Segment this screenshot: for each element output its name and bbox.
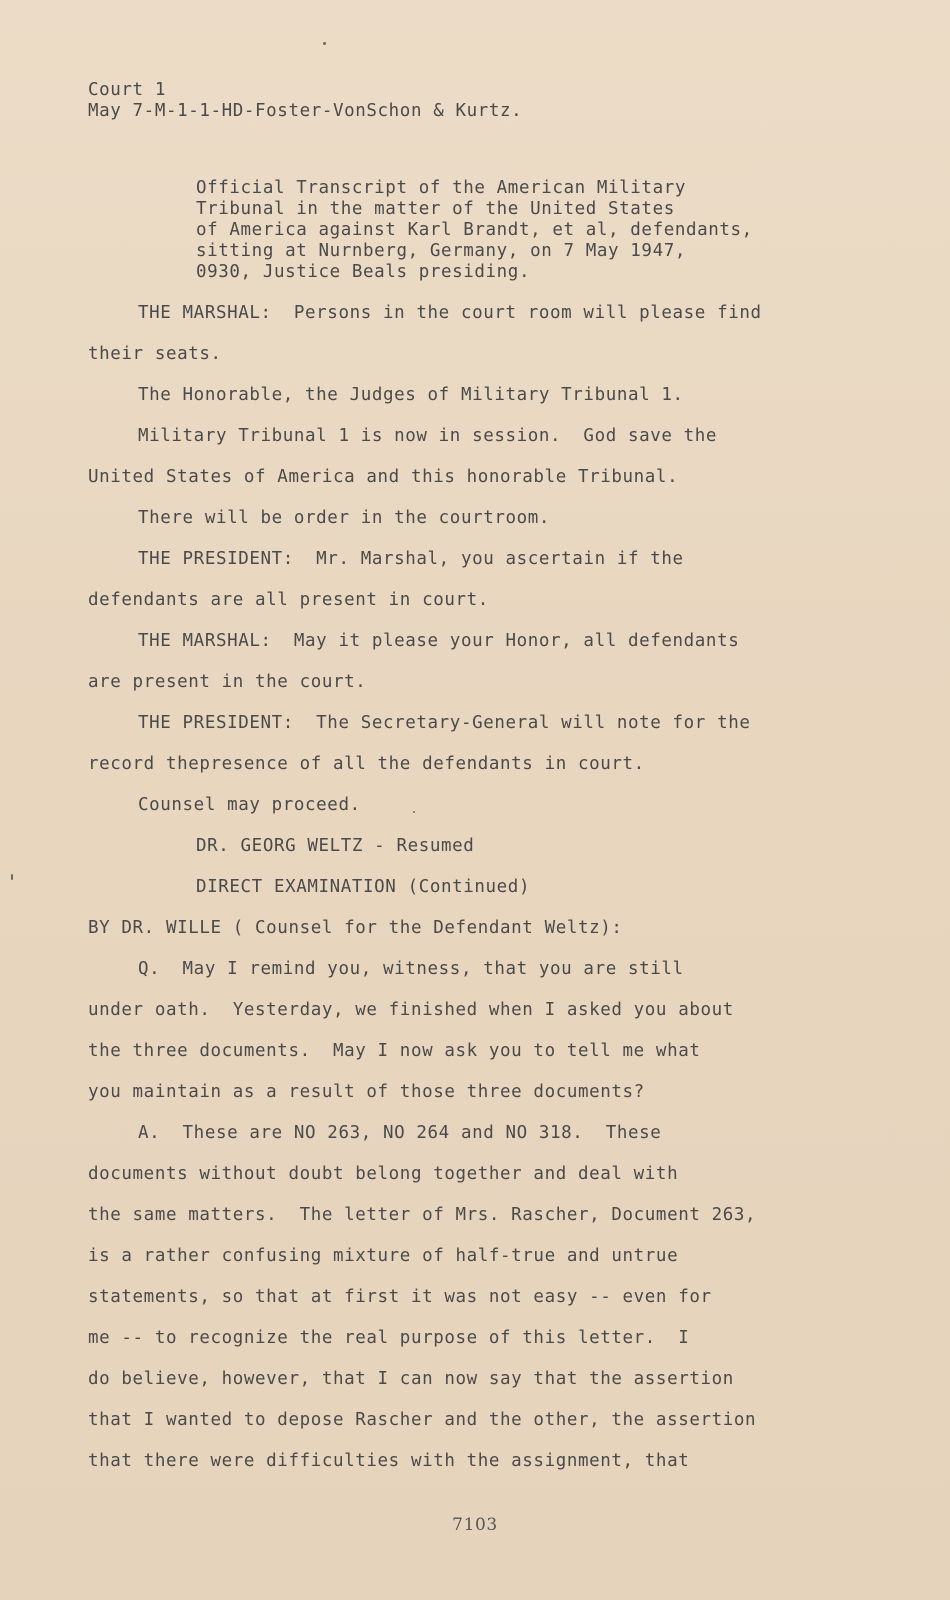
body-line: defendants are all present in court. — [88, 590, 489, 610]
caption-line: of America against Karl Brandt, et al, defendants, — [196, 220, 753, 240]
body-line: DR. GEORG WELTZ - Resumed — [196, 836, 475, 856]
body-line: are present in the court. — [88, 672, 367, 692]
body-line: THE MARSHAL: Persons in the court room will please find — [138, 303, 762, 323]
body-line: do believe, however, that I can now say that the assertion — [88, 1369, 734, 1389]
body-line: THE PRESIDENT: The Secretary-General will note for the — [138, 713, 751, 733]
court-label: Court 1 — [88, 80, 166, 100]
body-line: you maintain as a result of those three documents? — [88, 1082, 645, 1102]
body-line: me -- to recognize the real purpose of this letter. I — [88, 1328, 690, 1348]
body-line: is a rather confusing mixture of half-true and untrue — [88, 1246, 679, 1266]
reference-line: May 7-M-1-1-HD-Foster-VonSchon & Kurtz. — [88, 101, 523, 121]
body-line: THE MARSHAL: May it please your Honor, all defendants — [138, 631, 740, 651]
caption-line: 0930, Justice Beals presiding. — [196, 262, 531, 282]
page-number: 7103 — [452, 1515, 498, 1535]
body-line: DIRECT EXAMINATION (Continued) — [196, 877, 531, 897]
body-line: the three documents. May I now ask you to tell me what — [88, 1041, 701, 1061]
body-line: their seats. — [88, 344, 222, 364]
body-line: that there were difficulties with the assignment, that — [88, 1451, 690, 1471]
body-line: that I wanted to depose Rascher and the other, the assertion — [88, 1410, 757, 1430]
caption-line: Tribunal in the matter of the United States — [196, 199, 675, 219]
ink-speck — [323, 42, 326, 45]
body-line: Counsel may proceed. — [138, 795, 361, 815]
body-line: A. These are NO 263, NO 264 and NO 318. These — [138, 1123, 662, 1143]
body-line: documents without doubt belong together and deal with — [88, 1164, 679, 1184]
body-line: THE PRESIDENT: Mr. Marshal, you ascertain if the — [138, 549, 684, 569]
ink-speck — [11, 874, 13, 880]
body-line: statements, so that at first it was not easy -- even for — [88, 1287, 712, 1307]
body-line: United States of America and this honorable Tribunal. — [88, 467, 679, 487]
body-line: The Honorable, the Judges of Military Tribunal 1. — [138, 385, 684, 405]
caption-line: sitting at Nurnberg, Germany, on 7 May 1947, — [196, 241, 686, 261]
body-line: BY DR. WILLE ( Counsel for the Defendant Weltz): — [88, 918, 623, 938]
body-line: Q. May I remind you, witness, that you are still — [138, 959, 684, 979]
caption-line: Official Transcript of the American Military — [196, 178, 686, 198]
body-line: the same matters. The letter of Mrs. Rascher, Document 263, — [88, 1205, 757, 1225]
ink-speck — [413, 811, 415, 813]
body-line: Military Tribunal 1 is now in session. God save the — [138, 426, 718, 446]
body-line: There will be order in the courtroom. — [138, 508, 551, 528]
body-line: under oath. Yesterday, we finished when I asked you about — [88, 1000, 734, 1020]
body-line: record thepresence of all the defendants in court. — [88, 754, 645, 774]
